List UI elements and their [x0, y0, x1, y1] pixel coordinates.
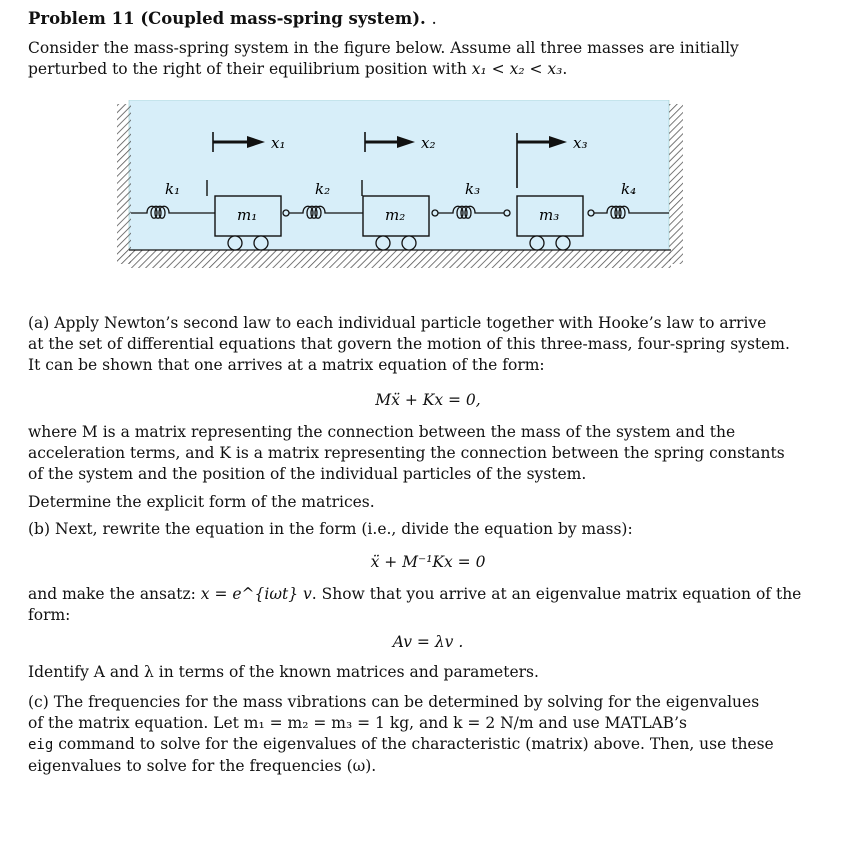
left-wall — [117, 104, 131, 264]
where-line-1: where M is a matrix representing the connection between the mass of the system and the — [28, 423, 736, 441]
label-x1: x₁ — [271, 134, 286, 152]
label-k1: k₁ — [165, 180, 181, 198]
intro-line-2-prefix: perturbed to the right of their equilibrium position with — [28, 60, 472, 78]
ansatz-form: form: — [28, 606, 71, 624]
part-c-line-4: eigenvalues to solve for the frequencies (ω). — [28, 757, 377, 775]
problem-title — [28, 8, 828, 30]
label-m2: m₂ — [385, 206, 406, 224]
label-m3: m₃ — [539, 206, 560, 224]
mass-spring-diagram — [115, 100, 685, 272]
equation-eigenvalue: Av = λv . — [392, 633, 464, 651]
equation-motion: Mẍ + Kx = 0, — [375, 391, 481, 409]
label-m1: m₁ — [237, 206, 258, 224]
part-a-line-1: (a) Apply Newton’s second law to each individual particle together with Hooke’s law to arrive — [28, 314, 767, 332]
part-b-identify: Identify A and λ in terms of the known matrices and parameters. — [28, 663, 539, 681]
part-b-intro: (b) Next, rewrite the equation in the form (i.e., divide the equation by mass): — [28, 520, 633, 538]
matlab-eig-code: eig — [28, 737, 54, 753]
part-a-line-2: at the set of differential equations that govern the motion of this three-mass, four-spring system. — [28, 335, 790, 353]
intro-line-1: Consider the mass-spring system in the figure below. Assume all three masses are initially — [28, 39, 739, 57]
ansatz-equation: x = e^{iωt} v — [200, 585, 312, 603]
equation-normalized: ẍ + M⁻¹Kx = 0 — [370, 553, 486, 571]
ansatz-suffix: . Show that you arrive at an eigenvalue matrix equation of the — [311, 585, 802, 603]
title-trailing: . — [431, 9, 437, 28]
intro-paragraph — [28, 38, 828, 80]
part-c-text — [28, 692, 828, 777]
label-x3: x₃ — [573, 134, 588, 152]
part-a-where — [28, 422, 828, 485]
problem-parts — [28, 313, 828, 777]
part-b-ansatz — [28, 584, 828, 626]
part-c-line-1: (c) The frequencies for the mass vibrations can be determined by solving for the eigenvalues — [28, 693, 760, 711]
intro-condition: x₁ < x₂ < x₃ — [471, 60, 563, 78]
mass-spring-figure — [115, 100, 685, 272]
floor — [129, 250, 671, 268]
where-line-2: acceleration terms, and K is a matrix representing the connection between the spring constants — [28, 444, 785, 462]
ansatz-prefix: and make the ansatz: — [28, 585, 201, 603]
problem-label: Problem 11 — [28, 9, 135, 28]
label-k4: k₄ — [621, 180, 637, 198]
label-x2: x₂ — [421, 134, 436, 152]
problem-page — [28, 8, 828, 80]
part-a-text — [28, 313, 828, 376]
part-a-determine: Determine the explicit form of the matrices. — [28, 493, 375, 511]
part-c-line-3: command to solve for the eigenvalues of the characteristic (matrix) above. Then, use these — [53, 735, 774, 753]
label-k3: k₃ — [465, 180, 481, 198]
part-a-line-3: It can be shown that one arrives at a matrix equation of the form: — [28, 356, 545, 374]
right-wall — [669, 104, 683, 264]
part-c-line-2: of the matrix equation. Let m₁ = m₂ = m₃ = 1 kg, and k = 2 N/m and use MATLAB’s — [28, 714, 687, 732]
problem-subject: (Coupled mass-spring system). — [140, 9, 426, 28]
where-line-3: of the system and the position of the individual particles of the system. — [28, 465, 587, 483]
intro-line-2-suffix: . — [562, 60, 568, 78]
label-k2: k₂ — [315, 180, 331, 198]
